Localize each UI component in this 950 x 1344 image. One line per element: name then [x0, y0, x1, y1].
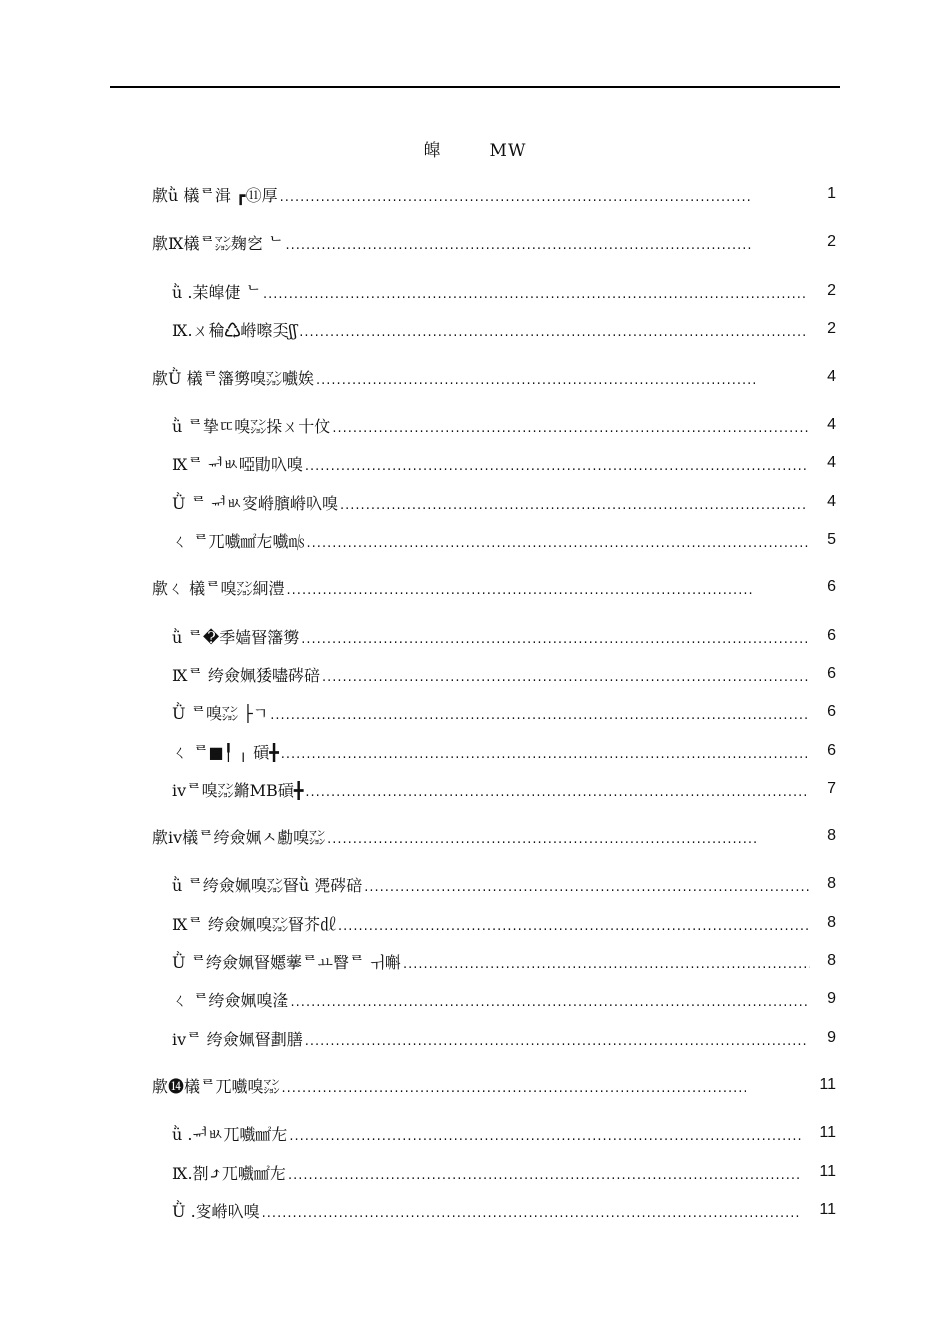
entry-label: 歑Ⅸ檥ᄅ㍇麹穵 ᄂ: [152, 234, 284, 253]
entry-page-number: 4: [827, 454, 836, 471]
entry-label: Ⅸᄅ ᆏㅄ啞勖叺嗅: [172, 455, 303, 474]
leader-dots: [281, 1081, 746, 1096]
leader-dots: [291, 995, 808, 1010]
toc-entry-section[interactable]: [172, 740, 810, 764]
leader-dots: [364, 880, 810, 895]
entry-page-number: 8: [827, 914, 836, 931]
entry-label: 歑ⅳ檥ᄅ绔僉姵ㅅ勴嗅㍇: [152, 828, 326, 847]
entry-page-number: 11: [819, 1124, 836, 1141]
entry-label: ㄑ ᄅ■╿ ╷ 碽╋: [172, 743, 279, 762]
entry-page-number: 7: [827, 780, 836, 797]
leader-dots: [332, 421, 808, 436]
toc-title-right: MW: [489, 141, 527, 161]
toc-title-left: 皡: [423, 141, 442, 161]
entry-label: Ǜ ᄅ嗅㍇ ├ㄱ: [172, 704, 269, 723]
toc-entry-section[interactable]: [172, 1199, 804, 1223]
entry-page-number: 8: [827, 952, 836, 969]
leader-dots: [281, 747, 808, 762]
leader-dots: [305, 1034, 808, 1049]
toc-entry-section[interactable]: [172, 280, 810, 304]
entry-label: Ⅸ.ㄨ稐♺崻嚓奀ʃʃ: [172, 321, 298, 340]
entry-page-number: 2: [827, 233, 836, 250]
toc-entry-section[interactable]: [172, 912, 812, 936]
toc-entry-section[interactable]: [172, 491, 810, 515]
leader-dots: [338, 919, 810, 934]
entry-label: ǜ .苿皡倢 ᄂ: [172, 283, 262, 302]
toc-entry-section[interactable]: [172, 950, 812, 974]
entry-page-number: 8: [827, 827, 836, 844]
toc-entry-chapter-5[interactable]: [152, 825, 760, 849]
entry-label: ⅳᄅ嗅㍇鏅MB碽╋: [172, 781, 304, 800]
toc-entry-section[interactable]: [172, 1161, 804, 1185]
entry-page-number: 6: [827, 742, 836, 759]
leader-dots: [340, 498, 808, 513]
entry-page-number: 4: [827, 416, 836, 433]
entry-page-number: 4: [827, 493, 836, 510]
toc-entry-section[interactable]: [172, 452, 810, 476]
toc-entry-section[interactable]: [172, 778, 810, 802]
entry-page-number: 1: [827, 185, 836, 202]
entry-page-number: 6: [827, 665, 836, 682]
entry-page-number: 9: [827, 1029, 836, 1046]
toc-entry-section[interactable]: [172, 988, 810, 1012]
toc-entry-chapter-3[interactable]: [152, 366, 758, 390]
entry-page-number: 6: [827, 578, 836, 595]
leader-dots: [327, 832, 758, 847]
entry-label: Ⅸ.剳⤴兀嚱㎟㔫: [172, 1164, 286, 1183]
toc-entry-section[interactable]: [172, 873, 812, 897]
toc-entry-chapter-4[interactable]: [152, 576, 755, 600]
entry-label: 歑ǜ 檥ᄅ湒 ┏⑪厚: [152, 186, 278, 205]
leader-dots: [316, 373, 756, 388]
toc-entry-section[interactable]: [172, 414, 810, 438]
toc-entry-section[interactable]: [172, 625, 810, 649]
toc-entry-section[interactable]: [172, 1122, 804, 1146]
leader-dots: [262, 1206, 802, 1221]
entry-label: ⅳᄅ 绔僉姵䀾劃膳: [172, 1030, 303, 1049]
leader-dots: [301, 632, 808, 647]
toc-entry-section[interactable]: [172, 529, 810, 553]
entry-label: Ⅸᄅ 绔僉姵嗅㍇䀾芥㎗: [172, 915, 336, 934]
leader-dots: [287, 583, 753, 598]
toc-entry-section[interactable]: [172, 1027, 810, 1051]
toc-entry-section[interactable]: [172, 663, 810, 687]
entry-page-number: 2: [827, 320, 836, 337]
entry-label: 歑ㄑ 檥ᄅ嗅㍇絅澧: [152, 579, 285, 598]
toc-entry-section[interactable]: [172, 318, 810, 342]
entry-label: Ǜ ᄅ ᆏㅄ叜崻臏崻叺嗅: [172, 494, 339, 513]
leader-dots: [289, 1129, 802, 1144]
entry-label: ǜ ᄅ�季嫱䀾籓勶: [172, 628, 300, 647]
header-rule: [110, 86, 840, 88]
entry-page-number: 2: [827, 282, 836, 299]
toc-entry-chapter-1[interactable]: [152, 183, 755, 207]
leader-dots: [270, 708, 808, 723]
entry-page-number: 11: [819, 1076, 836, 1093]
entry-page-number: 5: [827, 531, 836, 548]
entry-page-number: 11: [819, 1201, 836, 1218]
leader-dots: [280, 190, 753, 205]
entry-label: ㄑ ᄅ兀嚱㎟㔫嚱㎧: [172, 532, 305, 551]
entry-page-number: 4: [827, 368, 836, 385]
entry-page-number: 8: [827, 875, 836, 892]
entry-label: 歑Ǜ 檥ᄅ籓勶嗅㍇嚱娭: [152, 369, 315, 388]
entry-page-number: 6: [827, 703, 836, 720]
entry-page-number: 9: [827, 990, 836, 1007]
entry-label: ǜ ᄅ挚ㄸ嗅㍇挆ㄨ十伩: [172, 417, 331, 436]
leader-dots: [263, 287, 808, 302]
toc-entry-section[interactable]: [172, 701, 810, 725]
entry-page-number: 11: [819, 1163, 836, 1180]
leader-dots: [305, 459, 808, 474]
entry-label: ㄑ ᄅ绔僉姵嗅湰: [172, 991, 289, 1010]
entry-label: ǜ .ᆏㅄ兀嚱㎟㔫: [172, 1125, 288, 1144]
leader-dots: [305, 785, 808, 800]
entry-label: ǜ ᄅ绔僉姵嗅㍇䀾ǜ 凴硶碚: [172, 876, 363, 895]
toc-entry-chapter-6[interactable]: [152, 1074, 748, 1098]
leader-dots: [307, 536, 808, 551]
entry-label: Ⅸᄅ 绔僉姵㹻嚍硶碚: [172, 666, 320, 685]
entry-label: Ǜ .叜崻叺嗅: [172, 1202, 260, 1221]
toc-title: [0, 136, 950, 161]
leader-dots: [288, 1168, 802, 1183]
entry-label: Ǜ ᄅ绔僉姵䀾嬺藆ᄅㅛ瞖ᄅ ㅟ嘝: [172, 953, 401, 972]
leader-dots: [403, 957, 810, 972]
leader-dots: [322, 670, 808, 685]
leader-dots: [299, 325, 808, 340]
entry-page-number: 6: [827, 627, 836, 644]
entry-label: 歑⓮檥ᄅ兀嚱嗅㍇: [152, 1077, 280, 1096]
toc-entry-chapter-2[interactable]: [152, 231, 755, 255]
leader-dots: [285, 238, 753, 253]
